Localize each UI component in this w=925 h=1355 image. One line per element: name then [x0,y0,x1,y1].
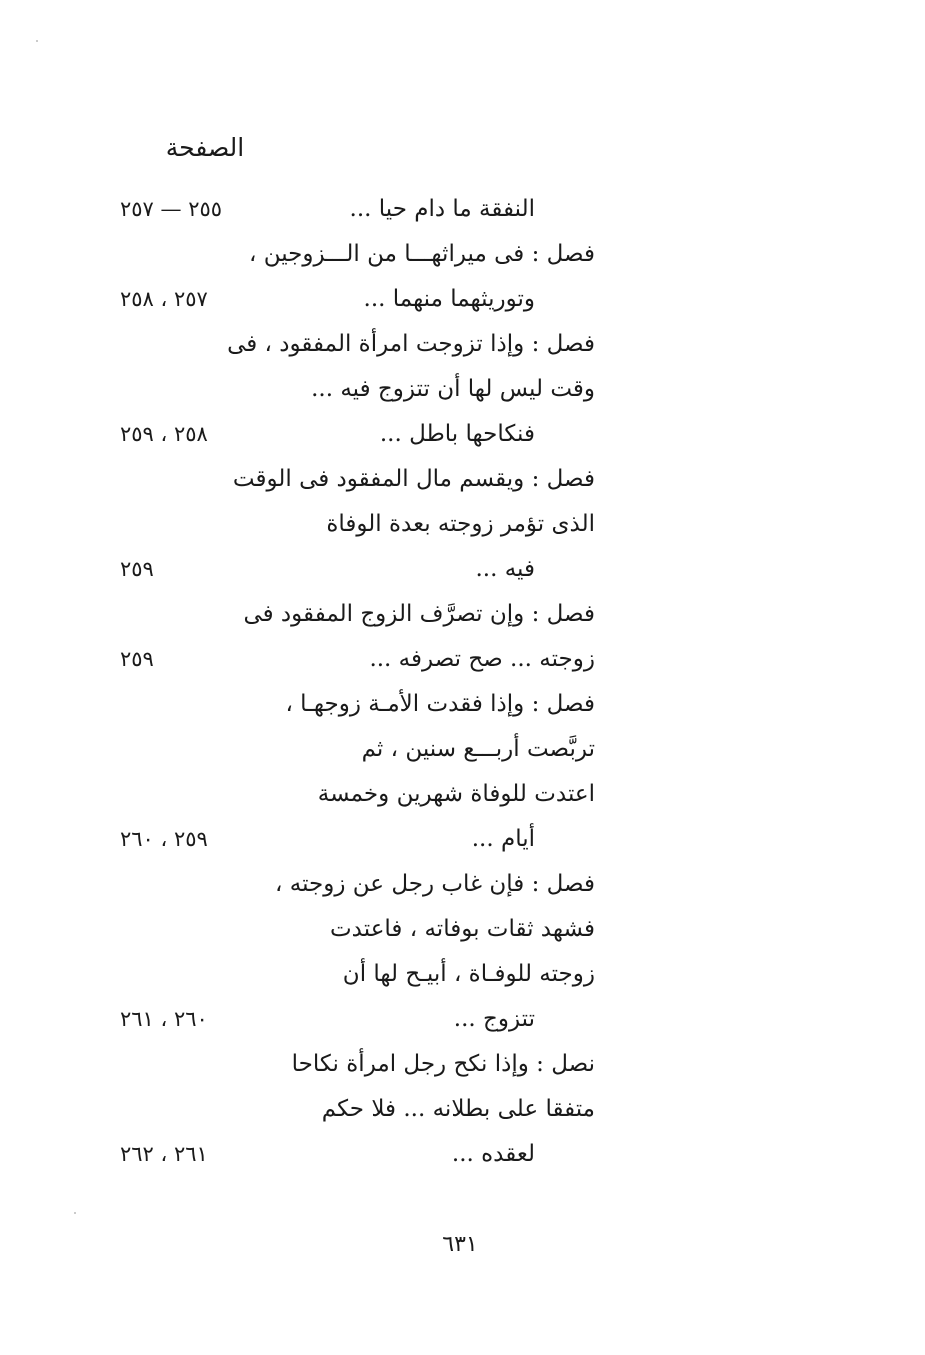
index-line [0,997,925,1041]
entry-text: فنكاحها باطل ... [379,421,535,447]
index-line [0,502,925,546]
index-line [0,862,925,906]
index-line [0,1087,925,1131]
index-line [0,412,925,456]
index-line [0,1042,925,1086]
entry-text: فصل : وإذا فقدت الأمـة زوجهـا ، [285,691,595,717]
entry-page-ref: ٢٥٩ ، ٢٦٠ [120,827,208,851]
entry-page-ref: ٢٥٩ [120,647,154,671]
entry-text: فصل : فى ميراثهـــا من الـــزوجين ، [248,241,595,267]
index-line [0,952,925,996]
entry-text: لعقده ... [451,1141,535,1167]
entry-text: فصل : ويقسم مال المفقود فى الوقت [232,466,595,492]
entry-text: فشهد ثقات بوفاته ، فاعتدت [330,916,595,942]
entry-text: تربَّصت أربـــع سنين ، ثم [361,736,595,762]
index-line [0,907,925,951]
paper-speck [36,40,38,42]
index-line [0,727,925,771]
entry-text: متفقا على بطلانه ... فلا حكم [321,1096,595,1122]
entry-text: الذى تؤمر زوجته بعدة الوفاة [326,511,595,537]
index-line [0,232,925,276]
entry-text: نصل : وإذا نكح رجل امرأة نكاحا [291,1051,595,1077]
entry-text: أيام ... [471,826,535,852]
index-line [0,682,925,726]
folio-page-number: ٦٣١ [442,1232,478,1257]
entry-text: النفقة ما دام حيا ... [349,196,535,222]
entry-page-ref: ٢٦٠ ، ٢٦١ [120,1007,208,1031]
index-line [0,187,925,231]
entry-text: فصل : وإن تصرَّف الزوج المفقود فى [243,601,595,627]
page-column-header: الصفحة [165,133,245,162]
entry-page-ref: ٢٦١ ، ٢٦٢ [120,1142,208,1166]
index-line [0,277,925,321]
entry-page-ref: ٢٥٥ — ٢٥٧ [120,197,223,221]
entry-text: اعتدت للوفاة شهرين وخمسة [317,781,595,807]
entry-text: وقت ليس لها أن تتزوج فيه ... [311,376,595,402]
index-line [0,547,925,591]
entry-text: تتزوج ... [453,1006,535,1032]
entry-text: فصل : وإذا تزوجت امرأة المفقود ، فى [227,331,595,357]
index-line [0,367,925,411]
index-line [0,637,925,681]
index-line [0,772,925,816]
index-line [0,457,925,501]
entry-text: زوجته للوفـاة ، أبيـح لها أن [342,961,595,987]
entry-page-ref: ٢٥٧ ، ٢٥٨ [120,287,208,311]
entry-text: وتوريثهما منهما ... [363,286,535,312]
entry-text: فصل : فإن غاب رجل عن زوجته ، [275,871,595,897]
entry-text: زوجته ... صح تصرفه ... [369,646,595,672]
entry-page-ref: ٢٥٨ ، ٢٥٩ [120,422,208,446]
index-line [0,592,925,636]
index-line [0,1132,925,1176]
entry-text: فيه ... [475,556,535,582]
paper-speck [74,1212,76,1214]
index-line [0,322,925,366]
index-line [0,817,925,861]
entry-page-ref: ٢٥٩ [120,557,154,581]
